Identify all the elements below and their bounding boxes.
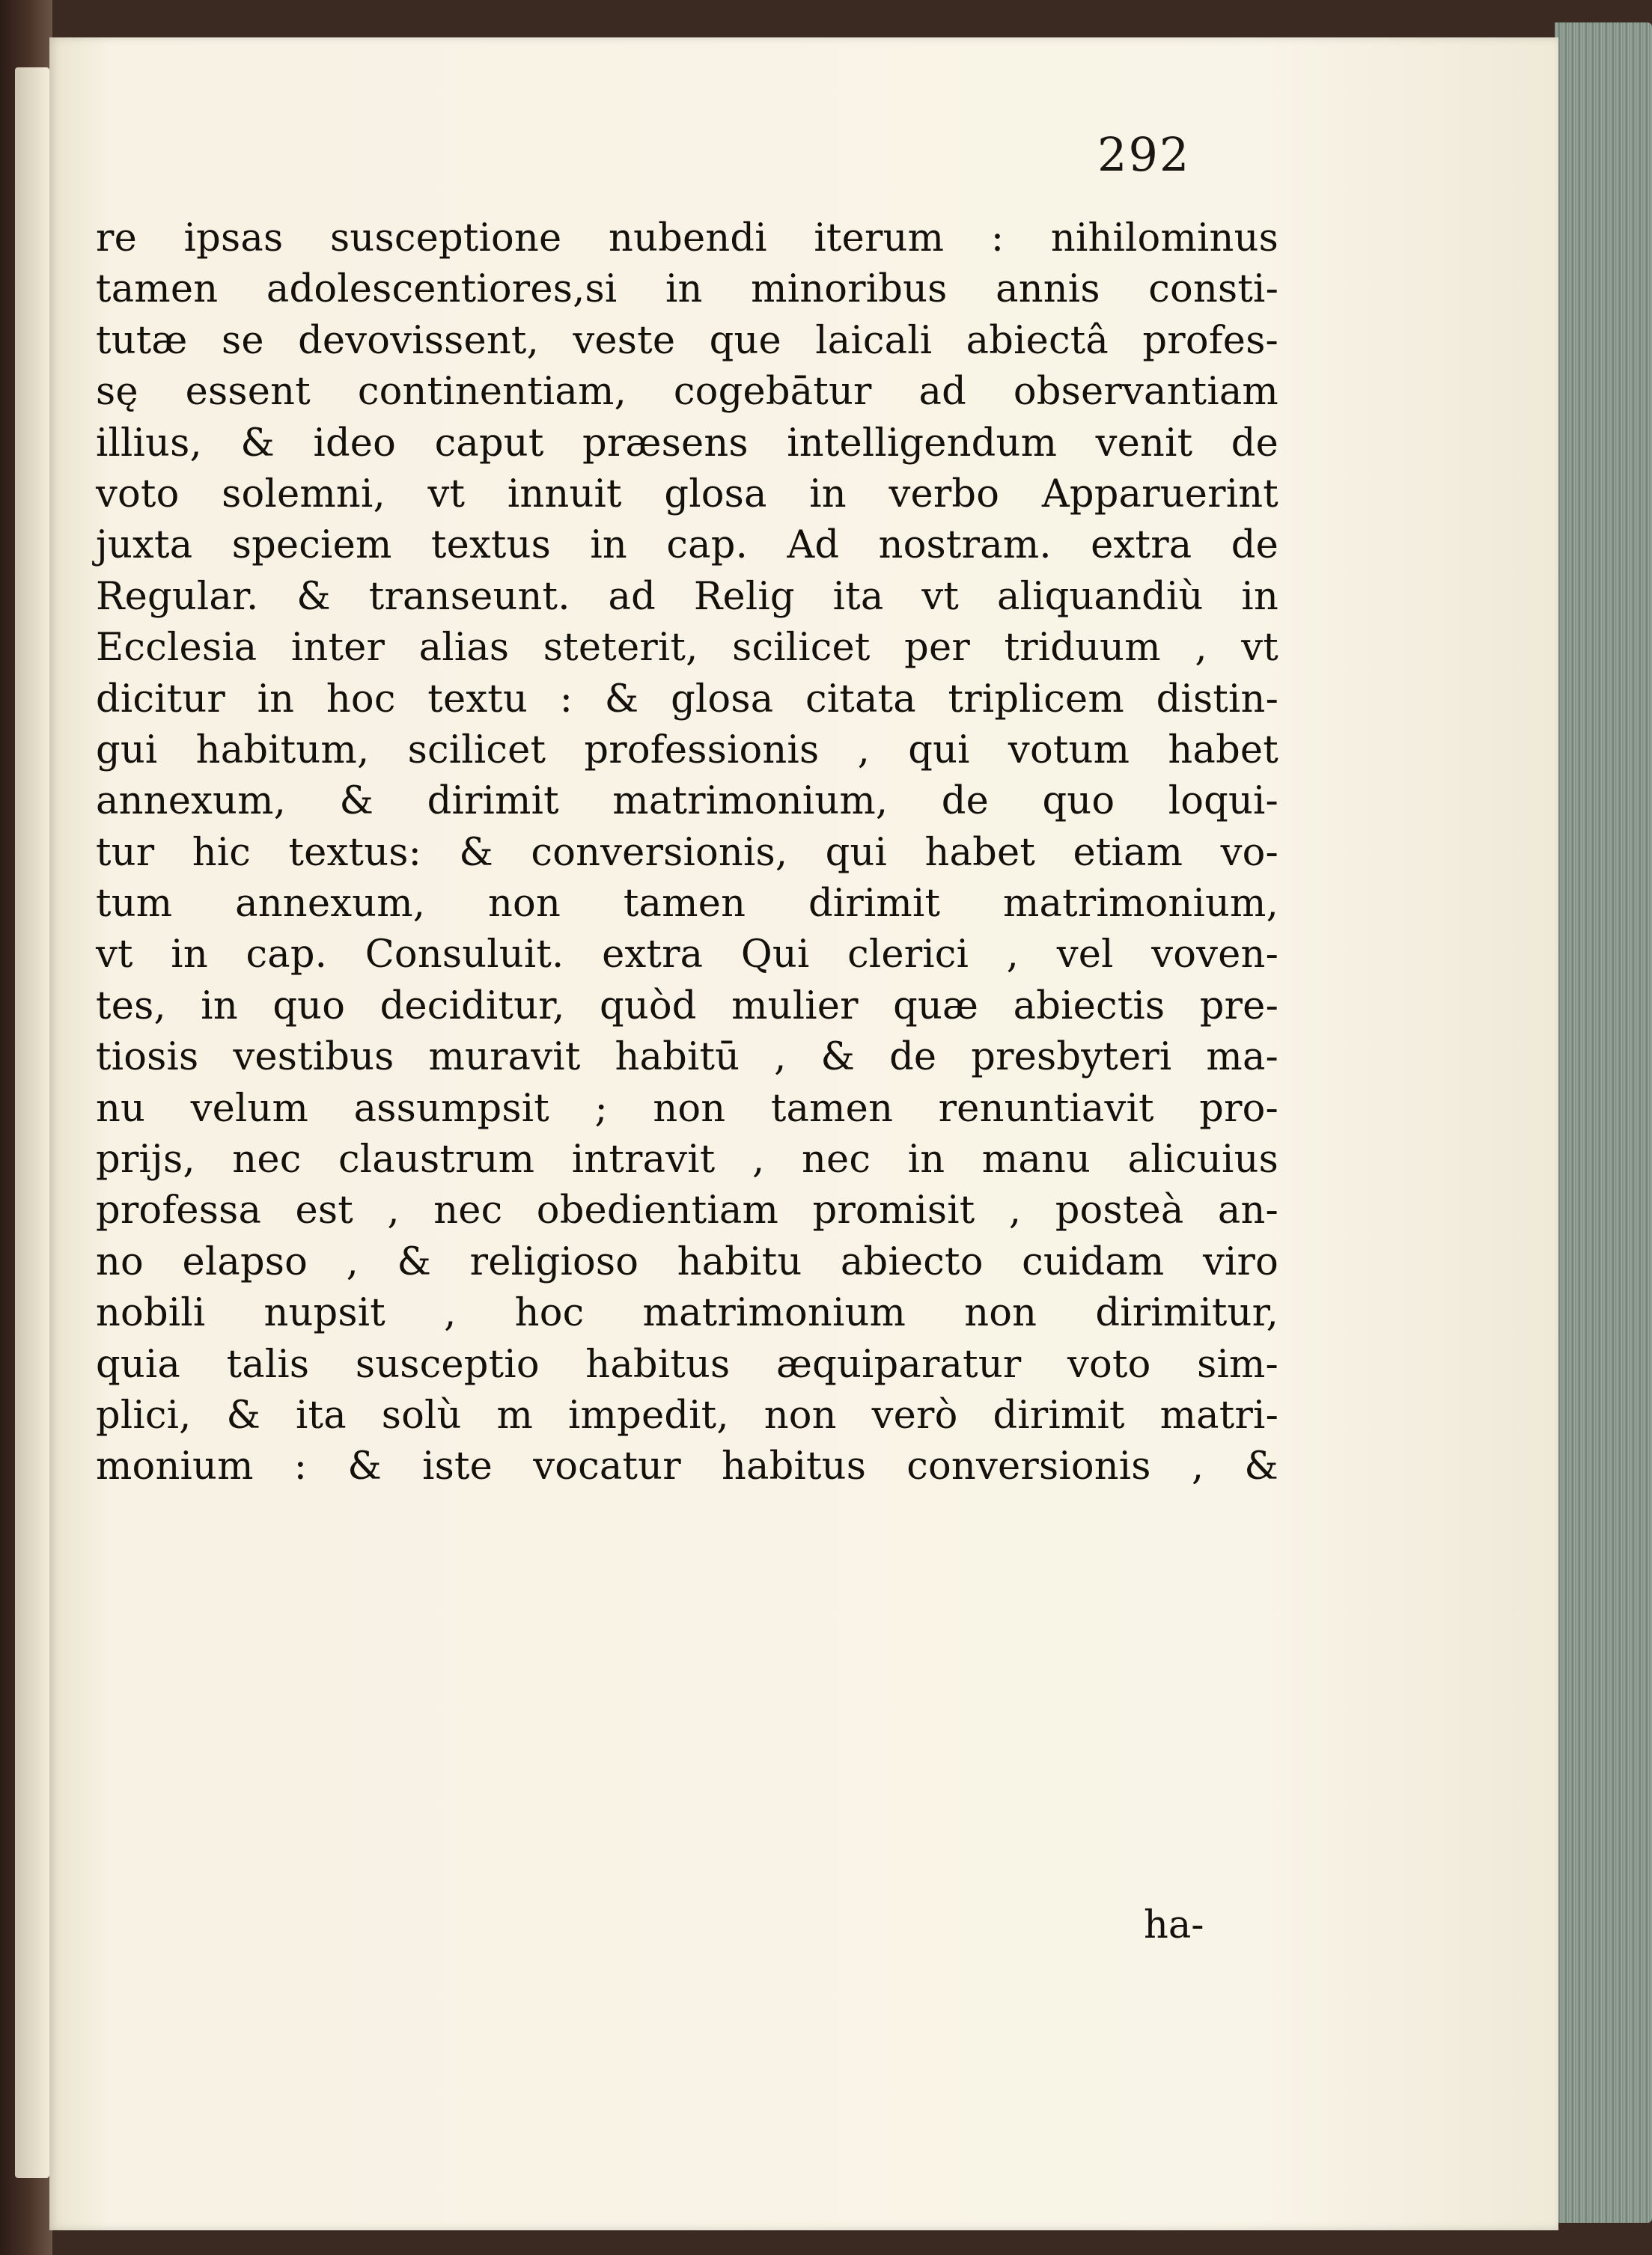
- text-line: prijs, nec claustrum intravit , nec in manu alicuius: [96, 1138, 1278, 1183]
- text-line: plici, & ita solù m impedit, non verò dirimit matri-: [96, 1393, 1278, 1438]
- text-line: gui habitum, scilicet professionis , qui votum habet: [96, 727, 1278, 772]
- text-line: professa est , nec obedientiam promisit , posteà an-: [96, 1188, 1278, 1233]
- text-line: tutæ se devovissent, veste que laicali abiectâ profes-: [96, 318, 1278, 363]
- text-line: tur hic textus: & conversionis, qui habet etiam vo-: [96, 830, 1278, 875]
- text-line: annexum, & dirimit matrimonium, de quo loqui-: [96, 779, 1278, 824]
- text-line: nobili nupsit , hoc matrimonium non dirimitur,: [96, 1291, 1278, 1336]
- book-page: [49, 37, 1558, 2230]
- text-line: tum annexum, non tamen dirimit matrimonium,: [96, 882, 1278, 927]
- catchword: ha-: [1144, 1903, 1204, 1947]
- text-line: sę essent continentiam, cogebātur ad observantiam: [96, 370, 1278, 415]
- book-fore-edge: [1555, 22, 1652, 2223]
- text-line: voto solemni, vt innuit glosa in verbo Apparuerint: [96, 472, 1278, 516]
- text-line: tiosis vestibus muravit habitū , & de presbyteri ma-: [96, 1035, 1278, 1080]
- text-line: tes, in quo deciditur, quòd mulier quæ abiectis pre-: [96, 983, 1278, 1028]
- page-number: 292: [1097, 127, 1191, 182]
- text-line: monium : & iste vocatur habitus conversionis , &: [96, 1444, 1278, 1489]
- text-line: quia talis susceptio habitus æquiparatur voto sim-: [96, 1342, 1278, 1387]
- facing-page-edge: [15, 67, 49, 2178]
- text-line: nu velum assumpsit ; non tamen renuntiavit pro-: [96, 1086, 1278, 1131]
- text-line: dicitur in hoc textu : & glosa citata triplicem distin-: [96, 677, 1278, 721]
- text-line: tamen adolescentiores,si in minoribus annis consti-: [96, 267, 1278, 312]
- text-line: no elapso , & religioso habitu abiecto cuidam viro: [96, 1239, 1278, 1284]
- text-line: vt in cap. Consuluit. extra Qui clerici , vel voven-: [96, 933, 1278, 977]
- text-block: [96, 213, 1278, 1493]
- text-line: re ipsas susceptione nubendi iterum : nihilominus: [96, 216, 1278, 260]
- text-line: juxta speciem textus in cap. Ad nostram. extra de: [96, 523, 1278, 568]
- text-line: illius, & ideo caput præsens intelligendum venit de: [96, 421, 1278, 466]
- text-line: Ecclesia inter alias steterit, scilicet per triduum , vt: [96, 626, 1278, 671]
- text-line: Regular. & transeunt. ad Relig ita vt aliquandiù in: [96, 574, 1278, 619]
